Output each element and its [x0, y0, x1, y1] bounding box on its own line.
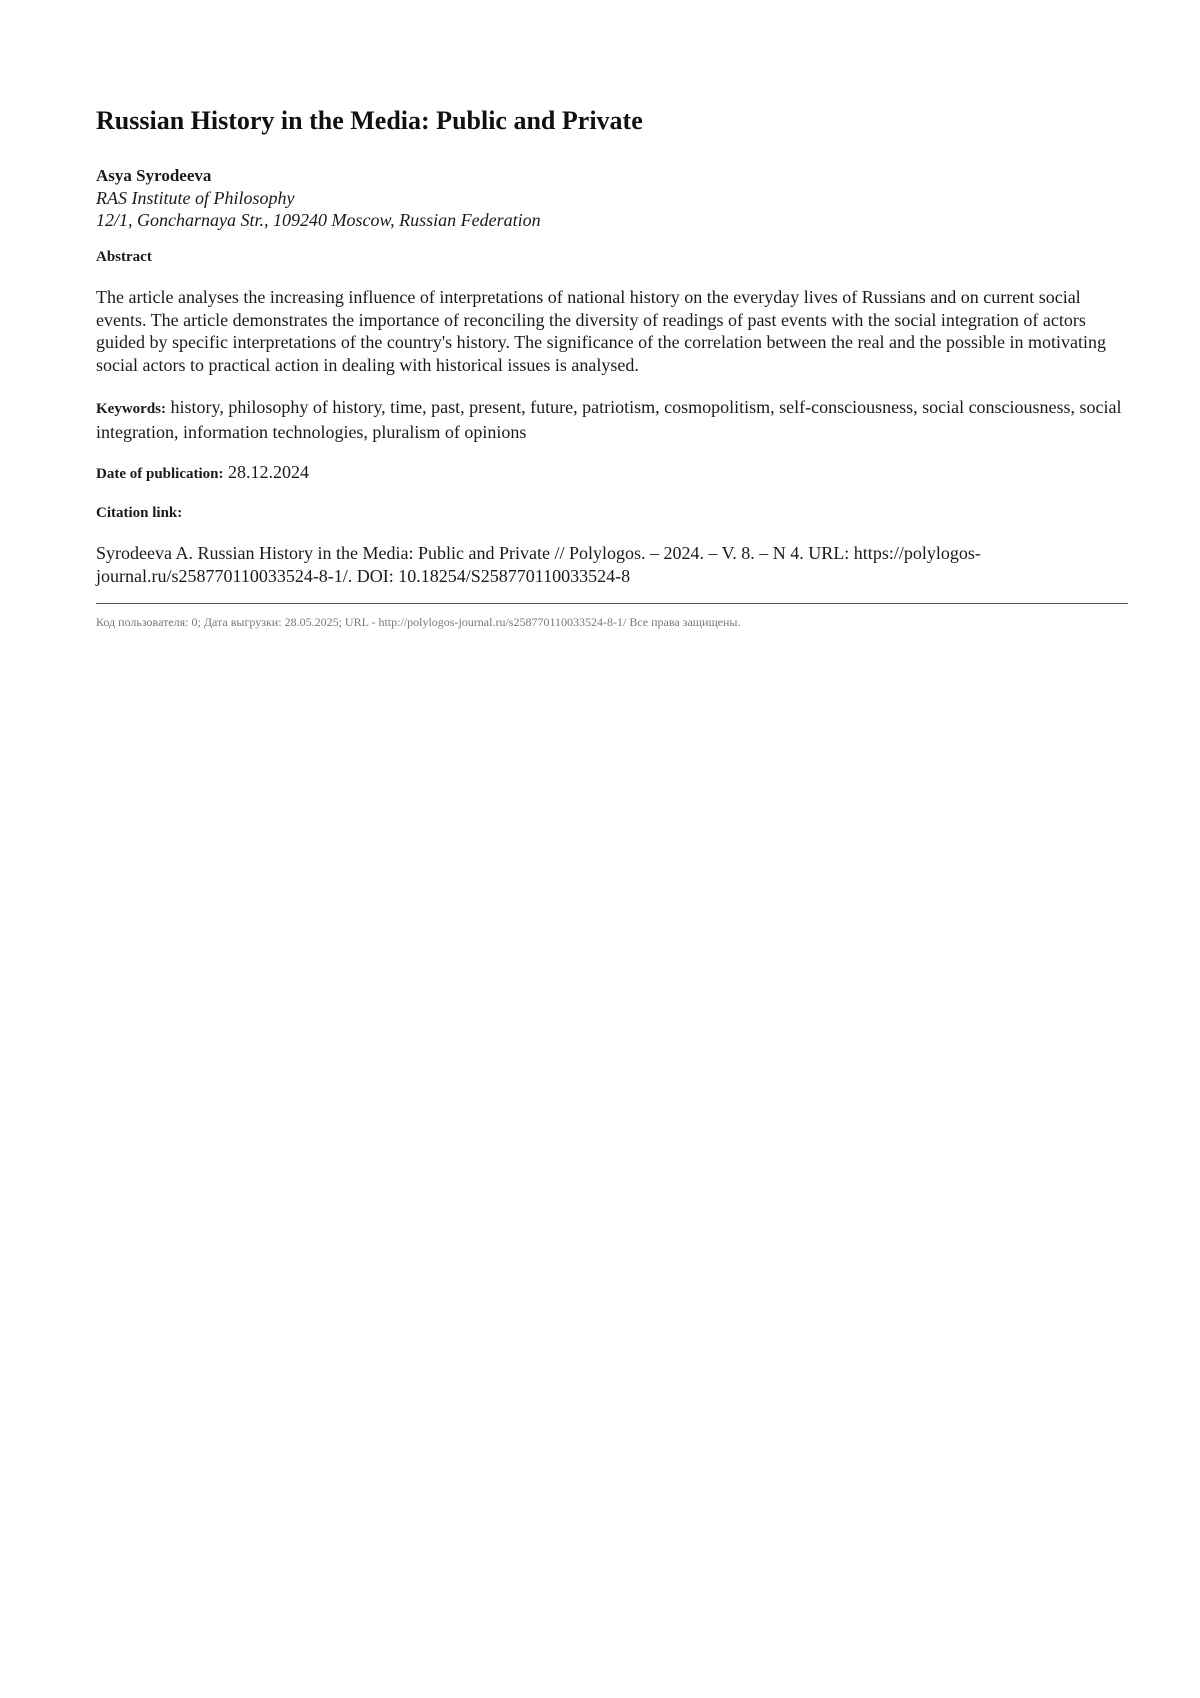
keywords-label: Keywords:	[96, 401, 166, 417]
footer-divider	[96, 603, 1128, 604]
keywords-text: history, philosophy of history, time, past, present, future, patriotism, cosmopolitism, self-consciousness, social consciousness, social integration, information technologies, pluralism of opinions	[96, 397, 1122, 442]
citation-text: Syrodeeva A. Russian History in the Media: Public and Private // Polylogos. – 2024. – V. 8. – N 4. URL: https://polylogos-journal.ru/s258770110033524-8-1/. DOI: 10.18254/S258770110033524-8	[96, 543, 981, 586]
author-institution: RAS Institute of Philosophy	[96, 188, 295, 208]
footer-note: Код пользователя: 0; Дата выгрузки: 28.05.2025; URL - http://polylogos-journal.ru/s258770110033524-8-1/ Все права защищены.	[96, 615, 741, 629]
document-page	[96, 104, 1128, 630]
article-title: Russian History in the Media: Public and Private	[96, 106, 643, 135]
publication-date-block	[96, 461, 1128, 485]
publication-date-value: 28.12.2024	[228, 462, 309, 482]
keywords-block	[96, 396, 1128, 443]
abstract-heading: Abstract	[96, 249, 152, 265]
author-name: Asya Syrodeeva	[96, 166, 212, 185]
abstract-text: The article analyses the increasing influence of interpretations of national history on the everyday lives of Russians and on current social events. The article demonstrates the importance of reconciling the diversity of readings of past events with the social integration of actors guided by specific interpretations of the country's history. The significance of the correlation between the real and the possible in motivating social actors to practical action in dealing with historical issues is analysed.	[96, 287, 1106, 375]
citation-heading: Citation link:	[96, 505, 183, 521]
author-address: 12/1, Goncharnaya Str., 109240 Moscow, Russian Federation	[96, 210, 541, 230]
publication-date-label: Date of publication:	[96, 466, 224, 482]
